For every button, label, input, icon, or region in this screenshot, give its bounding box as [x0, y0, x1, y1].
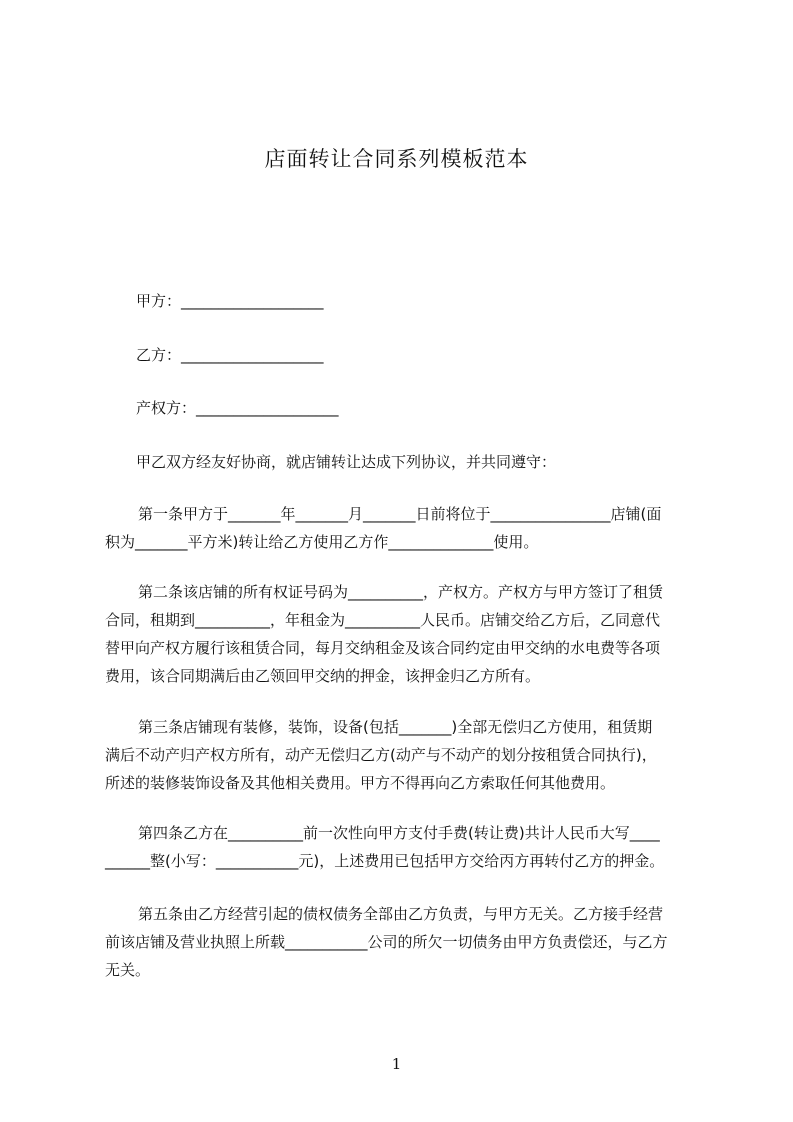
- article-3-line-1: 第三条店铺现有装修，装饰，设备(包括_______)全部无偿归乙方使用，租赁期: [138, 718, 653, 736]
- party-a-line: 甲方：___________________: [136, 292, 324, 310]
- article-2-line-1: 第二条该店铺的所有权证号码为__________，产权方。产权方与甲方签订了租赁: [138, 583, 664, 601]
- article-5: [105, 900, 710, 984]
- article-2: [105, 578, 710, 690]
- article-1-line-2: 积为_______平方米)转让给乙方使用乙方作______________使用。: [105, 533, 539, 551]
- party-b-line: 乙方：___________________: [136, 346, 324, 364]
- article-2-line-3: 替甲向产权方履行该租赁合同，每月交纳租金及该合同约定由甲交纳的水电费等各项: [105, 639, 661, 657]
- article-3-line-2: 满后不动产归产权方所有，动产无偿归乙方(动产与不动产的划分按租赁合同执行)，: [105, 746, 657, 764]
- article-1: [105, 500, 710, 556]
- article-4: [105, 819, 710, 875]
- article-4-line-2: ______整(小写：___________元)，上述费用已包括甲方交给丙方再转付乙方的押金。: [105, 852, 665, 870]
- document-title: 店面转让合同系列模板范本: [264, 147, 529, 171]
- page-number: 1: [391, 1055, 402, 1073]
- article-1-line-1: 第一条甲方于_______年_______月_______日前将位于________________店铺(面: [138, 505, 662, 523]
- article-5-line-1: 第五条由乙方经营引起的债权债务全部由乙方负责，与甲方无关。乙方接手经营: [138, 905, 664, 923]
- article-5-line-3: 无关。: [105, 961, 151, 979]
- article-3: [105, 713, 710, 797]
- article-4-line-1: 第四条乙方在__________前一次性向甲方支付手费(转让费)共计人民币大写____: [138, 824, 660, 842]
- article-2-line-4: 费用，该合同期满后由乙领回甲交纳的押金，该押金归乙方所有。: [105, 667, 541, 685]
- article-2-line-2: 合同，租期到__________，年租金为__________人民币。店铺交给乙方后，乙同意代: [105, 611, 661, 629]
- intro-paragraph: 甲乙双方经友好协商，就店铺转让达成下列协议，并共同遵守：: [136, 453, 557, 471]
- property-owner-line: 产权方：___________________: [136, 399, 339, 417]
- article-5-line-2: 前该店铺及营业执照上所载___________公司的所欠一切债务由甲方负责偿还，与乙方: [105, 933, 668, 951]
- article-3-line-3: 所述的装修装饰设备及其他相关费用。甲方不得再向乙方索取任何其他费用。: [105, 774, 616, 792]
